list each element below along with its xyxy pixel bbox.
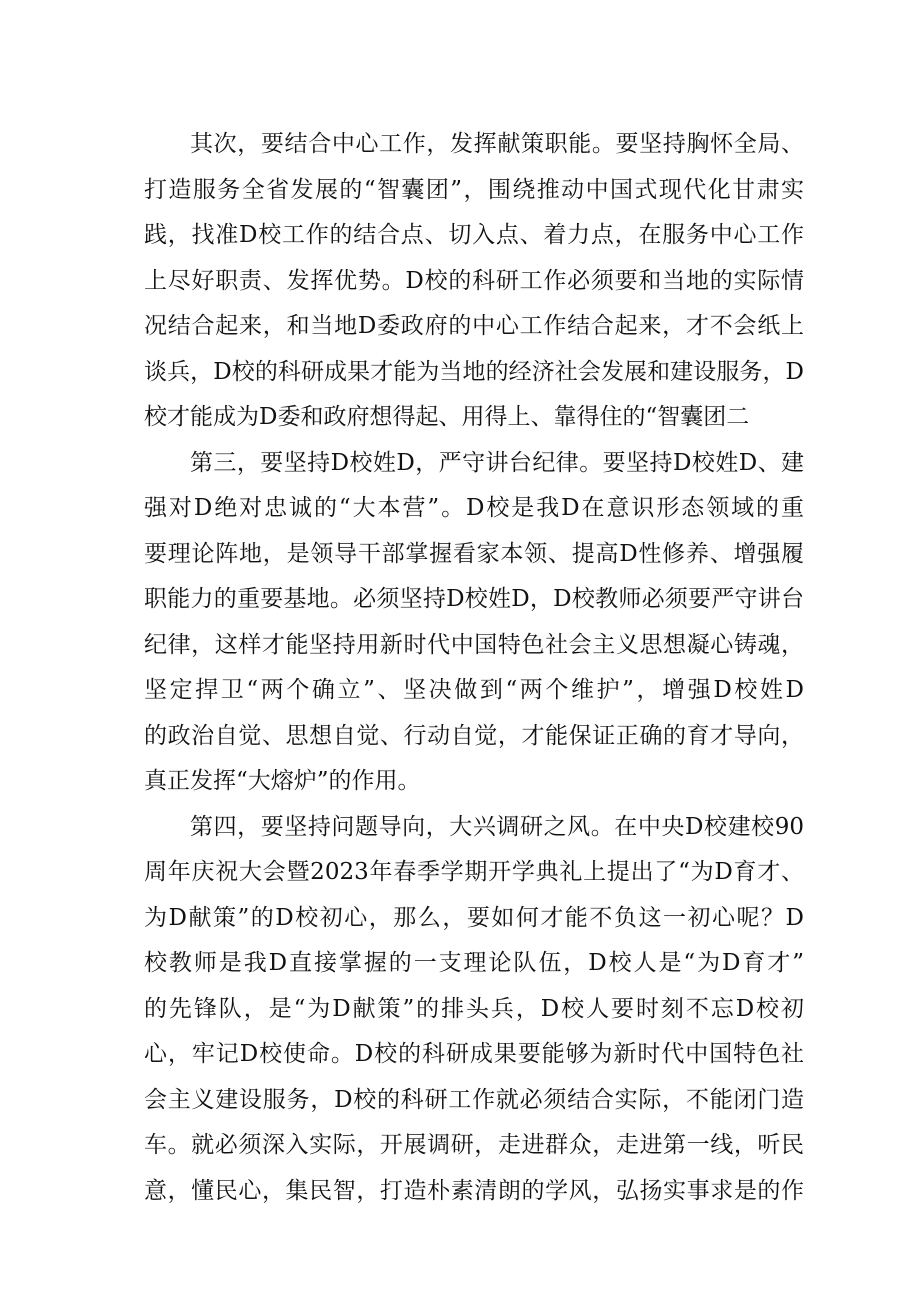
paragraph-1-line-5: 况结合起来，和当地D委政府的中心工作结合起来，才不会纸上 — [144, 313, 804, 339]
paragraph-3-line-4: 校教师是我D直接掌握的一支理论队伍，D校人是“为D育才” — [144, 950, 804, 976]
paragraph-3-line-3: 为D献策”的D校初心，那么，要如何才能不负这一初心呢？D — [144, 904, 804, 931]
document-body — [144, 122, 804, 1214]
paragraph-2-line-2: 强对D绝对忠诚的“大本营”。D校是我D在意识形态领域的重 — [144, 495, 804, 521]
paragraph-1-line-1: 其次，要结合中心工作，发挥献策职能。要坚持胸怀全局、 — [190, 131, 804, 157]
paragraph-1-line-3: 践，找准D校工作的结合点、切入点、着力点，在服务中心工作 — [144, 222, 804, 248]
paragraph-3-line-6: 心，牢记D校使命。D校的科研成果要能够为新时代中国特色社 — [144, 1041, 804, 1067]
paragraph-1-line-4: 上尽好职责、发挥优势。D校的科研工作必须要和当地的实际情 — [144, 267, 804, 294]
paragraph-2-line-4: 职能力的重要基地。必须坚持D校姓D，D校教师必须要严守讲台 — [144, 586, 804, 612]
paragraph-2-line-7: 的政治自觉、思想自觉、行动自觉，才能保证正确的育才导向， — [144, 722, 804, 749]
paragraph-1-line-2: 打造服务全省发展的“智囊团”，围绕推动中国式现代化甘肃实 — [144, 176, 804, 203]
paragraph-3-line-2: 周年庆祝大会暨2023年春季学期开学典礼上提出了“为D育才、 — [144, 859, 804, 885]
paragraph-2-line-5: 纪律，这样才能坚持用新时代中国特色社会主义思想凝心铸魂， — [144, 631, 804, 658]
paragraph-2-line-3: 要理论阵地，是领导干部掌握看家本领、提高D性修养、增强履 — [144, 540, 804, 567]
paragraph-2-line-8: 真正发挥“大熔炉”的作用。 — [144, 768, 421, 794]
paragraph-2-line-6: 坚定捍卫“两个确立”、坚决做到“两个维护”，增强D校姓D — [144, 677, 804, 703]
paragraph-3-line-1: 第四，要坚持问题导向，大兴调研之风。在中央D校建校90 — [190, 813, 804, 840]
paragraph-3-line-5: 的先锋队，是“为D献策”的排头兵，D校人要时刻不忘D校初 — [144, 995, 804, 1022]
paragraph-2-line-1: 第三，要坚持D校姓D，严守讲台纪律。要坚持D校姓D、建 — [190, 449, 804, 476]
paragraph-1-line-6: 谈兵，D校的科研成果才能为当地的经济社会发展和建设服务，D — [144, 358, 804, 385]
paragraph-1-line-7: 校才能成为D委和政府想得起、用得上、靠得住的“智囊团二 — [144, 404, 750, 430]
paragraph-3-line-8: 车。就必须深入实际，开展调研，走进群众，走进第一线，听民 — [144, 1132, 804, 1158]
paragraph-3-line-7: 会主义建设服务，D校的科研工作就必须结合实际，不能闭门造 — [144, 1086, 804, 1113]
paragraph-3-line-9: 意，懂民心，集民智，打造朴素清朗的学风，弘扬实事求是的作 — [144, 1177, 804, 1204]
